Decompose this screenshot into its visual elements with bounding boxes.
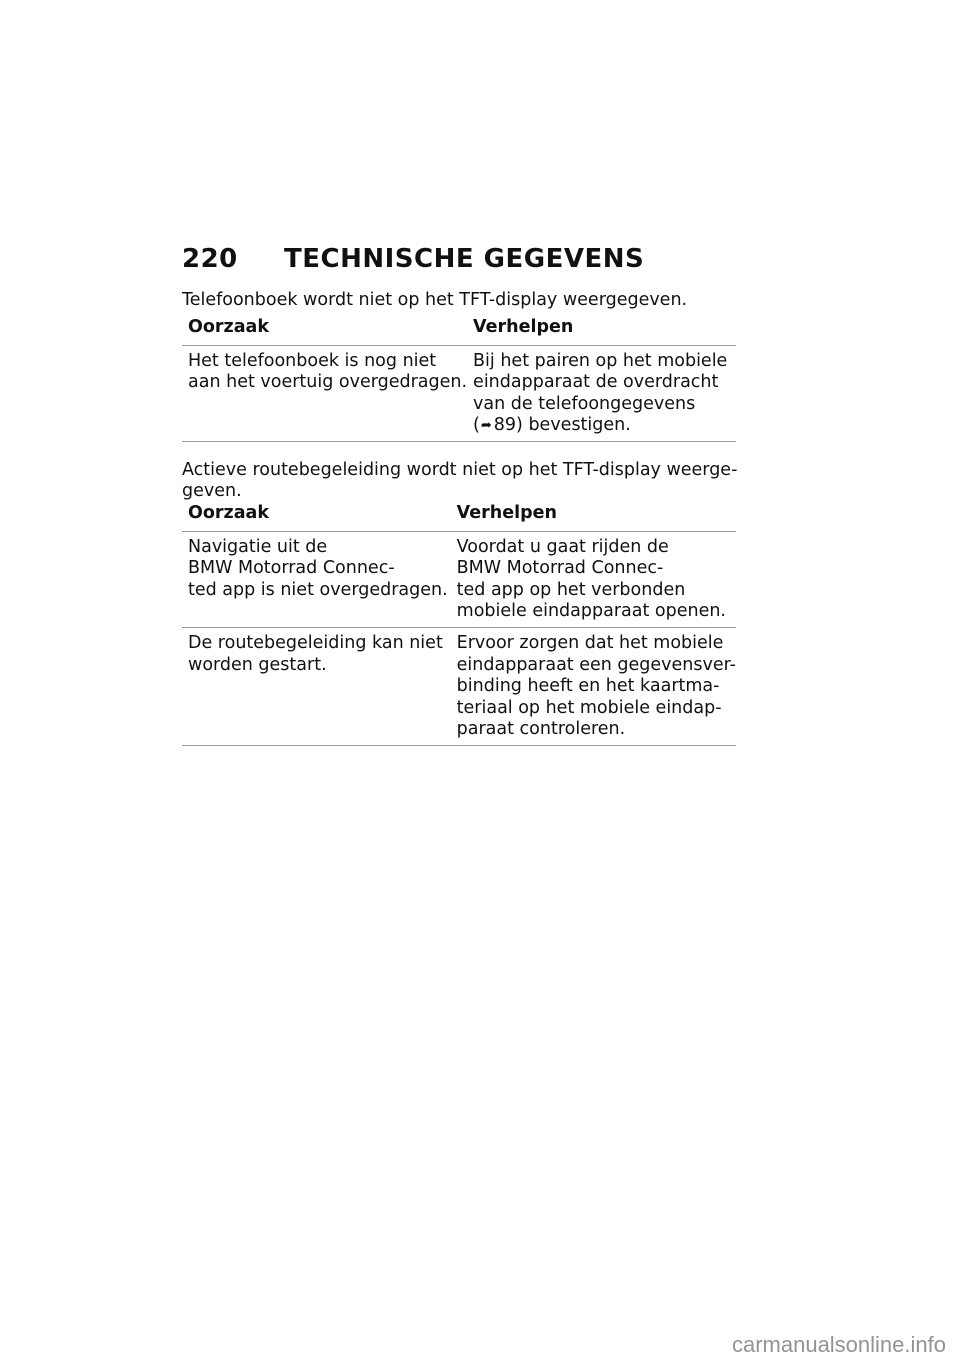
intro-line: Actieve routebegeleiding wordt niet op het TFT-display weerge- [182,460,738,480]
cause-line: Het telefoonboek is nog niet [188,350,437,371]
site-watermark: carmanualsonline.info [731,1332,946,1357]
cause-line: ted app is niet overgedragen. [188,579,448,600]
table-row [182,345,736,441]
column-header-cause: Oorzaak [188,503,269,523]
remedy-line: teriaal op het mobiele eindap- [456,697,722,718]
page-number: 220 [182,244,238,274]
arrow-icon[interactable]: ➦ [480,418,492,434]
troubleshooting-table-phonebook [182,316,736,442]
table-row [182,627,736,745]
remedy-line: Ervoor zorgen dat het mobiele [456,632,724,653]
section-intro-phonebook: Telefoonboek wordt niet op het TFT-display weergegeven. [182,290,688,310]
cause-line: De routebegeleiding kan niet [188,632,443,653]
remedy-cell [451,627,736,745]
section-intro-route [182,460,738,502]
remedy-reference-line [473,415,736,437]
remedy-cell [467,345,736,441]
intro-line: geven. [182,481,242,501]
remedy-line: BMW Motorrad Connec- [456,558,664,579]
cause-line: Navigatie uit de [188,536,328,557]
remedy-line: eindapparaat de overdracht [473,372,719,393]
page-reference-link[interactable]: 89) bevestigen. [493,415,631,436]
column-header-cause: Oorzaak [188,317,269,337]
cause-cell [182,627,451,745]
cause-line: aan het voertuig overgedragen. [188,372,468,393]
remedy-line: van de telefoongegevens [473,393,696,414]
column-header-remedy: Verhelpen [473,317,574,337]
remedy-line: paraat controleren. [456,719,626,740]
remedy-line: mobiele eindapparaat openen. [456,601,726,622]
remedy-line: binding heeft en het kaartma- [456,676,720,697]
remedy-line: ted app op het verbonden [456,579,686,600]
cause-cell [182,345,467,441]
remedy-line: Voordat u gaat rijden de [456,536,669,557]
troubleshooting-table-route [182,502,736,746]
remedy-cell [451,531,736,627]
cause-line: worden gestart. [188,654,327,675]
chapter-title: TECHNISCHE GEGEVENS [284,244,645,274]
column-header-remedy: Verhelpen [456,503,557,523]
page-header [182,244,742,278]
remedy-line: Bij het pairen op het mobiele [473,350,728,371]
reference-paren: ( [473,415,480,436]
table-row [182,531,736,627]
remedy-line: eindapparaat een gegevensver- [456,654,736,675]
cause-cell [182,531,451,627]
cause-line: BMW Motorrad Connec- [188,558,395,579]
